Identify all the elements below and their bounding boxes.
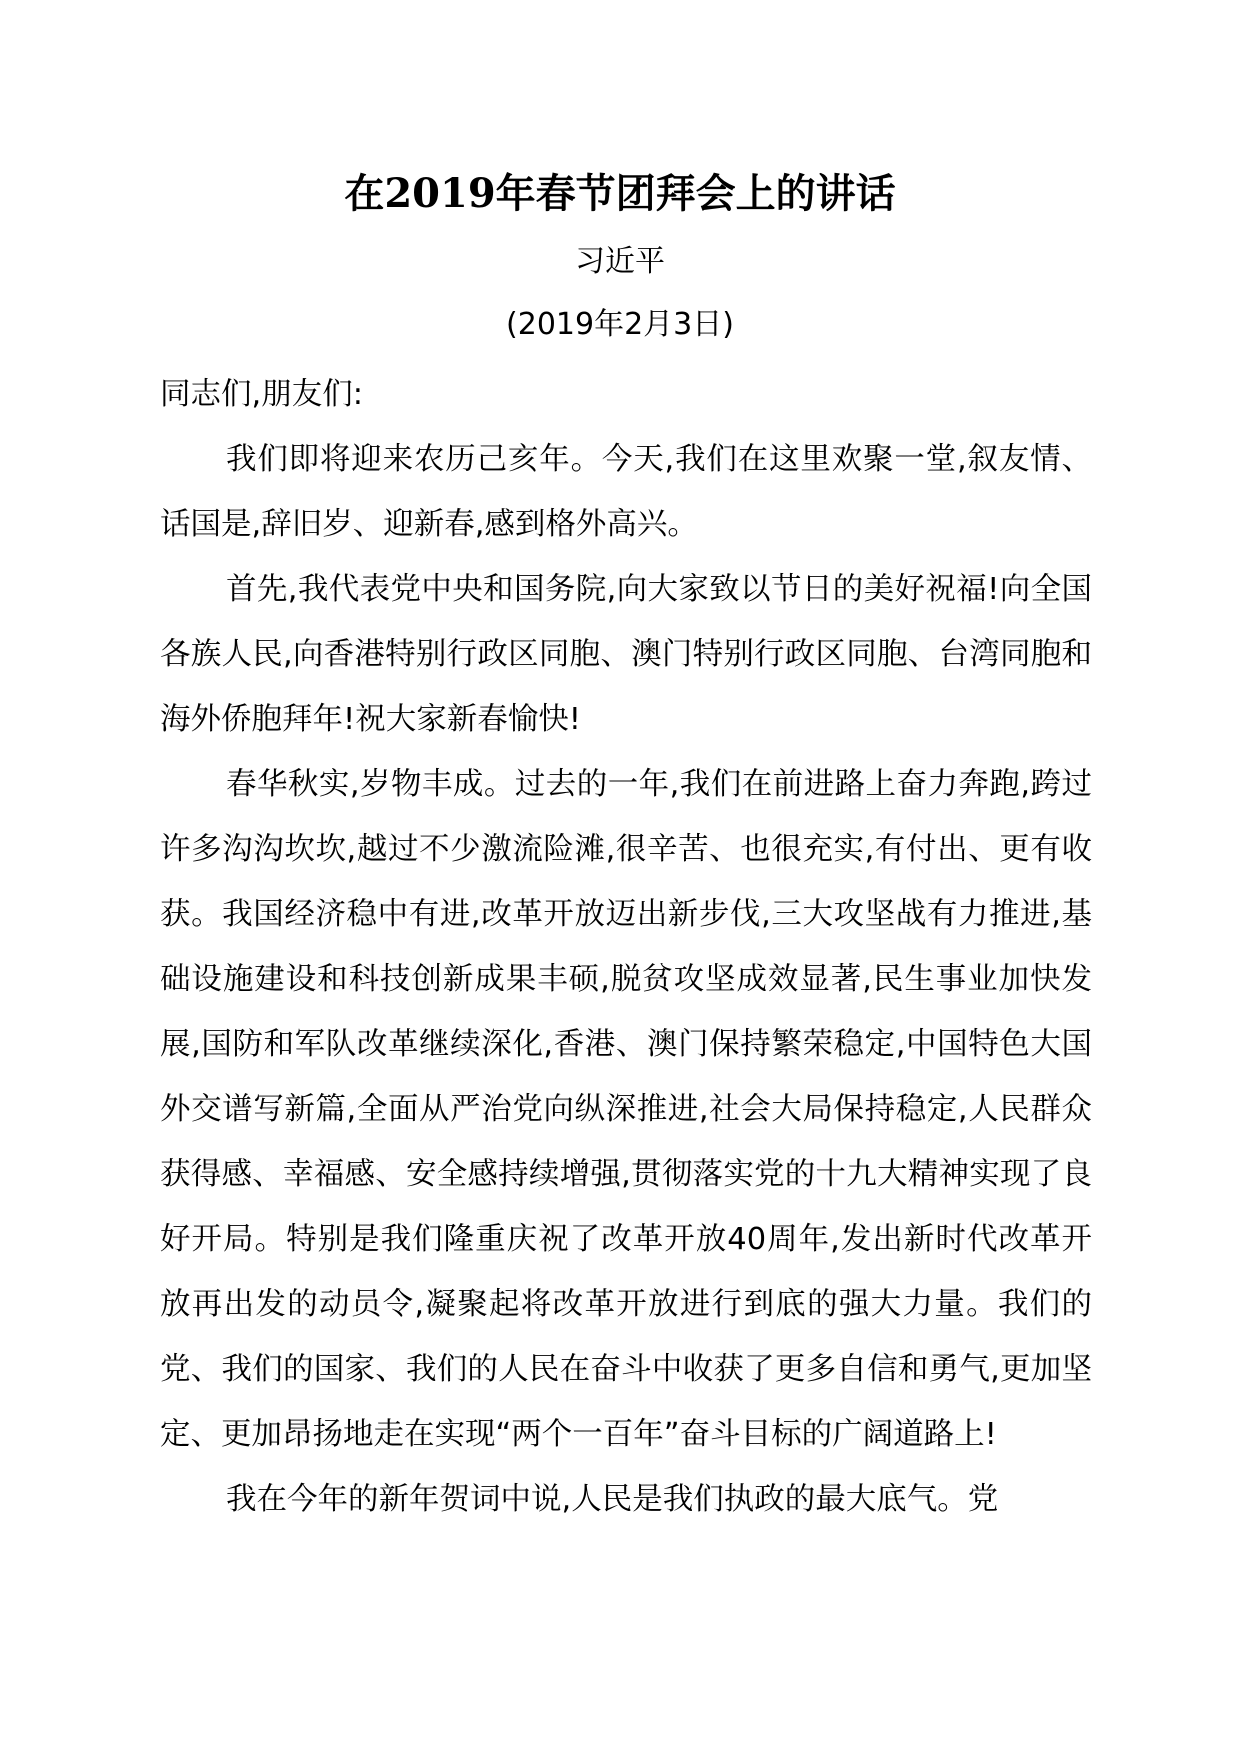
author-name: 习近平 (575, 244, 665, 279)
paragraph-1: 我们即将迎来农历己亥年。今天,我们在这里欢聚一堂,叙友情、话国是,辞旧岁、迎新春,感到格外高兴。 (160, 442, 1092, 542)
paragraph-2: 首先,我代表党中央和国务院,向大家致以节日的美好祝福!向全国各族人民,向香港特别行政区同胞、澳门特别行政区同胞、台湾同胞和海外侨胞拜年!祝大家新春愉快! (160, 572, 1092, 737)
speech-date: (2019年2月3日) (506, 307, 734, 342)
salutation: 同志们,朋友们: (160, 377, 363, 412)
paragraph-4: 我在今年的新年贺词中说,人民是我们执政的最大底气。党 (226, 1482, 999, 1517)
speech-body (160, 362, 1092, 1532)
document-title: 在2019年春节团拜会上的讲话 (344, 170, 896, 217)
paragraph-3: 春华秋实,岁物丰成。过去的一年,我们在前进路上奋力奔跑,跨过许多沟沟坎坎,越过不少激流险滩,很辛苦、也很充实,有付出、更有收获。我国经济稳中有进,改革开放迈出新步伐,三大攻坚战有力推进,基础设施建设和科技创新成果丰硕,脱贫攻坚成效显著,民生事业加快发展,国防和军队改革继续深化,香港、澳门保持繁荣稳定,中国特色大国外交谱写新篇,全面从严治党向纵深推进,社会大局保持稳定,人民群众获得感、幸福感、安全感持续增强,贯彻落实党的十九大精神实现了良好开局。特别是我们隆重庆祝了改革开放40周年,发出新时代改革开放再出发的动员令,凝聚起将改革开放进行到底的强大力量。我们的党、我们的国家、我们的人民在奋斗中收获了更多自信和勇气,更加坚定、更加昂扬地走在实现“两个一百年”奋斗目标的广阔道路上! (160, 767, 1092, 1452)
